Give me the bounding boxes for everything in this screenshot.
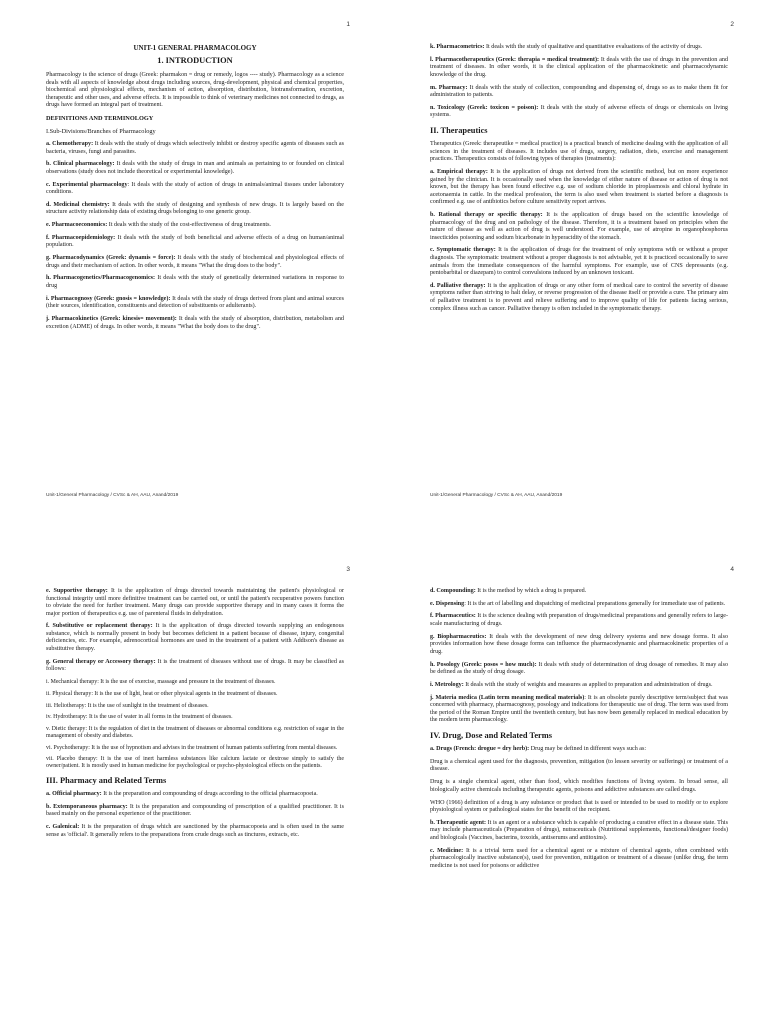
section-title: 1. INTRODUCTION — [157, 55, 233, 65]
intro-paragraph: Pharmacology is the science of drugs (Greek: pharmakon = drug or remedy, logos ---- study). Pharmacology as a science deals with all aspects of knowledge about drugs including sources, drug-development, physical and chemical properties, biochemical and physiological effects, mechanism of action, absorption, distribution, biotransformation, excretion, therapeutic and other uses, and adverse effects. It is impossible to think of veterinary medicines not connected to drugs, as drugs have formed an integral part of treatment. — [46, 72, 344, 109]
definition: It deals with the study of drugs which selectively inhibit or destroy specific agents of diseases such as bacteria, viruses, fungi and parasites. — [46, 140, 344, 155]
general-therapy-list — [46, 679, 344, 770]
definition-item — [430, 695, 728, 725]
definition-item — [46, 791, 344, 799]
term: b. Rational therapy or specific therapy: — [430, 212, 543, 219]
definition: It deals with study of determination of drug dosage of remedies. It may also be defined as the study of drug dosage. — [430, 661, 728, 676]
unit-title: UNIT-1 GENERAL PHARMACOLOGY — [133, 44, 257, 52]
pharmacy-heading: III. Pharmacy and Related Terms — [46, 775, 167, 785]
page-footer: Unit-1/General Pharmacology / CVSc & AH, AAU, Anand/2019 — [430, 493, 563, 498]
drug-terms-list — [430, 820, 728, 870]
definition-item — [430, 634, 728, 657]
term: b. Extemporaneous pharmacy: — [46, 803, 128, 810]
definition-item — [46, 588, 344, 618]
definition: : It is the art of labelling and dispatching of medicinal preparations generally for immediate use of patients. — [464, 600, 726, 607]
term: b. Clinical pharmacology: — [46, 161, 115, 168]
paragraph: v. Dietic therapy: It is the regulation of diet in the treatment of diseases or abnormal conditions e.g. restriction of sugar in the management of obesity and diabetes. — [46, 726, 344, 739]
drug-definition — [430, 746, 728, 754]
therapy-list — [430, 169, 728, 313]
term: g. Pharmacodynamics (Greek: dynamis = force): — [46, 255, 176, 262]
term: c. Medicine: — [430, 847, 464, 854]
term: a. Drugs (French: drogue = dry herb): — [430, 746, 530, 753]
page-content — [46, 44, 344, 336]
definition-item — [46, 804, 344, 819]
page-number: 3 — [346, 566, 350, 573]
definition: It deals with the study of qualitative and quantitative evaluations of the activity of drugs. — [484, 44, 703, 50]
definition: It deals with the use of drugs in the prevention and treatment of diseases. In other words, it is the clinical application of the pharmacokinetic and pharmacodynamic knowledge of the drug. — [430, 56, 729, 78]
definition-item — [430, 57, 728, 80]
definition-item — [430, 613, 728, 628]
subdivisions-heading: I.Sub-Divisions/Branches of Pharmacology — [46, 128, 156, 135]
definition-item — [46, 141, 344, 156]
definition-item — [46, 623, 344, 653]
term: a. Chemotherapy: — [46, 140, 94, 147]
definition-item — [46, 316, 344, 331]
term: h. Posology (Greek: posos = how much): — [430, 661, 537, 668]
definition-item — [46, 659, 344, 674]
definition: It deals with the study of both beneficial and adverse effects of a drug on human/animal population. — [46, 234, 344, 249]
page-3 — [0, 512, 384, 1024]
definition-item — [430, 588, 728, 596]
paragraph: Drug is a single chemical agent, other than food, which modifies functions of living system. In broad sense, all biologically active chemicals including therapeutic agents, poisons and addictive substances are called drugs. — [430, 779, 728, 793]
definitions-heading: DEFINITIONS AND TERMINOLOGY — [46, 115, 154, 123]
paragraph: vi. Psychotherapy: It is the use of hypnotism and advises in the treatment of human patients suffering from mental diseases. — [46, 744, 338, 751]
definition: It is the preparation and compounding of drugs according to the official pharmacopoeia. — [101, 791, 318, 798]
term: j. Pharmacokinetics (Greek: kinesis= movement): — [46, 315, 177, 322]
page-4 — [384, 512, 768, 1024]
term: m. Pharmacy: — [430, 84, 468, 91]
page-number: 1 — [346, 21, 350, 28]
term: f. Pharmacoepidemiology: — [46, 234, 116, 241]
definition: It deals with the study of collection, compounding and dispensing of, drugs so as to make them fit for administration to patients. — [430, 84, 728, 99]
term: d. Medicinal chemistry: — [46, 201, 110, 208]
definition: It deals with the study of the cost-effectiveness of drug treatments. — [107, 222, 271, 229]
term: d. Compounding: — [430, 588, 476, 594]
term: h. Pharmacogenetics/Pharmacogenomics: — [46, 275, 156, 282]
term: c. Symptomatic therapy: — [430, 247, 496, 254]
definition-list — [430, 44, 728, 120]
definition: It deals with the development of new drug delivery systems and new dosage forms. It also provides information how these dosage forms can influence the pharmacodynamic and pharmacokinetic properties of a drug. — [430, 633, 728, 655]
term: c. Experimental pharmacology — [46, 181, 128, 188]
definition-item — [430, 169, 728, 207]
definition: It deals with the study of drugs in man and animals as pertaining to or founded on clinical observations (study does not include theoretical or experimental knowledge). — [46, 161, 345, 175]
definition: It is an agent or a substance which is capable of producing a curative effect in a disease state. This may include pharmaceuticals (Preparation of drugs), nutraceuticals (Nutritional supplements, functional/designer foods) and biologicals (Vaccines, bacterins, toxoids, antiserums and antitoxins). — [430, 819, 729, 841]
drug-paragraphs — [430, 759, 728, 815]
paragraph: i. Mechanical therapy: It is the use of exercise, massage and pressure in the treatment of diseases. — [46, 679, 276, 686]
term: j. Materia medica (Latin term meaning medical materials) — [430, 694, 585, 701]
definition-item — [430, 212, 728, 242]
page-content — [430, 588, 728, 875]
definition-item — [430, 682, 728, 690]
page-content — [46, 588, 344, 844]
definition: It is the application of drugs not derived from the scientific method, but on more experience gained by the clinician. It is occasionally used when the knowledge of either nature of disease or action of drug is not known, but the therapy has been found effective e.g. use of sodium chloride in piroplasmosis and chloral hydrate in acetonaemia in cattle. In the medical profession, the term is also used when treatment is started before a diagnosis is confirmed e.g. use of antibiotics before culture sensitivity report arrives. — [430, 169, 728, 206]
definition: It is the application of drugs for the treatment of only symptoms with or without a proper diagnosis. The symptomatic treatment without a proper diagnosis is not advisable, yet it is practiced occasionally to save animals from the immediate consequences of the harmful symptoms. For example, use of CNS depressants (e.g. pentobarbital or diazepam) to control convulsions induced by an unknown toxicant. — [430, 247, 728, 277]
page-number: 2 — [730, 21, 734, 28]
definition-item — [430, 601, 728, 609]
definition: It deals with the study of weights and measures as applied to preparation and administration of drugs. — [463, 681, 713, 688]
definition-item — [46, 161, 344, 176]
page-footer: Unit-1/General Pharmacology / CVSc & AH, AAU, Anand/2019 — [46, 493, 179, 498]
term: d. Palliative therapy: — [430, 282, 486, 289]
definition: : It is an obsolete purely descriptive term/subject that was concerned with pharmacy, pharmacognosy, posology and indications for therapeutic use of drug. The term was used from the period of the Roman Empire until the twentieth century, but has now been generally replaced in medical education by the modern term pharmacology. — [430, 694, 729, 724]
term: n. Toxicology (Greek: toxicon = poison): — [430, 104, 539, 111]
page-content — [430, 44, 728, 318]
definition: It is the application of drugs or any other form of medical care to control the severity of disease symptoms rather than striving to halt delay, or reverse progression of the disease itself or provide a cure. The primary aim of palliative treatment is to prevent and relieve suffering and to improve quality of life for patients facing serious, complex illness such as cancer. Palliative therapy is often included in the symptomatic therapy. — [430, 282, 728, 312]
definition: It is the science dealing with preparation of drugs/medicinal preparations and generally refers to large-scale manufacturing of drugs. — [430, 613, 728, 628]
definition: It deals with the study of absorption, distribution, metabolism and excretion (ADME) of drugs. In other words, it means "What the body does to the drug". — [46, 315, 344, 330]
definition-item — [430, 662, 728, 677]
definition-item — [46, 296, 344, 311]
therapeutics-heading: II. Therapeutics — [430, 125, 488, 135]
therapy-list — [46, 588, 344, 674]
paragraph: Drug is a chemical agent used for the diagnosis, prevention, mitigation (to lessen severity or sufferings) or treatment of a disease. — [430, 758, 728, 773]
definition: It is the application of drugs directed towards maintaining the patient's physiological or functional integrity until more definitive treatment can be carried out, or until the patient's recuperative powers function to obviate the need for further treatment. Many drugs can provide supportive therapy and in many cases it forms the major portion of therapeutics e.g. use of parenteral fluids in dehydration. — [46, 588, 344, 617]
definition-item — [46, 255, 344, 270]
definition: Drug may be defined in different ways such as: — [529, 746, 647, 753]
definition-item — [430, 820, 728, 843]
definition: It is the method by which a drug is prepared. — [475, 588, 587, 594]
definition-item — [46, 222, 344, 230]
definition-item — [46, 824, 344, 839]
definition: It is a trivial term used for a chemical agent or a mixture of chemical agents, often combined with pharmacologically inactive substance(s), used for prevention, mitigation or treatment of a disease (unlike drug, the term medicine is not used for poisons or addictive — [430, 847, 728, 869]
term: k. Pharmacometrics: — [430, 44, 485, 50]
paragraph: WHO (1966) definition of a drug is any substance or product that is used or intended to be used to modify or to explore physiological system or pathological states for the benefit of the recipient. — [430, 799, 728, 814]
definition-item — [430, 44, 728, 52]
term: c. Galenical: — [46, 824, 80, 831]
definition-item — [430, 848, 728, 871]
drug-dose-heading: IV. Drug, Dose and Related Terms — [430, 730, 552, 740]
paragraph: iii. Heliotherapy: It is the use of sunlight in the treatment of diseases. — [46, 702, 209, 709]
definition-item — [430, 85, 728, 100]
term: g. General therapy or Accessory therapy: — [46, 658, 156, 665]
term: f. Pharmaceutics: — [430, 613, 476, 620]
definition-item — [46, 182, 344, 197]
term: e. Supportive therapy: — [46, 588, 108, 594]
definition-item — [430, 247, 728, 277]
definition: : It deals with the study of action of drugs in animals/animal tissues under laboratory conditions. — [46, 181, 345, 196]
definition-item — [430, 283, 728, 313]
definition: It deals with the study of adverse effects of drugs or chemicals on living systems. — [430, 104, 728, 119]
pharmacy-list — [430, 588, 728, 725]
paragraph: vii. Placebo therapy: It is the use of inert harmless substances like calcium lactate or dextrose simply to satisfy the owner/patient. It is mostly used in human medicine for psychological or psycho-physiological effects on the patients. — [46, 756, 344, 770]
definition: It is the treatment of diseases without use of drugs. It may be classified as follows: — [46, 658, 345, 673]
term: a. Empirical therapy: — [430, 169, 488, 176]
definition-item — [46, 235, 344, 250]
page-1 — [0, 0, 384, 512]
term: e. Pharmacoeconomics: — [46, 222, 108, 229]
paragraph: iv. Hydrotherapy: It is the use of water in all forms in the treatment of diseases. — [46, 714, 233, 721]
definition: It is the preparation and compounding of prescription of a qualified practitioner. It is based mainly on the personal experience of the practitioner. — [46, 803, 344, 818]
definition-item — [46, 275, 344, 290]
definition: It deals with the study of drugs derived from plant and animal sources (their sources, identification, constituents and detection of substituents or adulterants). — [46, 295, 344, 310]
definition: It is the application of drugs directed towards supplying an endogenous substance, which is normally present in body but becomes deficient in a patient because of disease, injury, congenital deficiencies, etc. For example, adrenocortical hormones are used in the treatment of a patient with Addison's disease as substitutive therapy. — [46, 623, 344, 653]
page-2 — [384, 0, 768, 512]
definition-item — [430, 105, 728, 120]
term: b. Therapeutic agent: — [430, 819, 487, 826]
term: a. Official pharmacy: — [46, 791, 102, 798]
term: f. Substitutive or replacement therapy: — [46, 623, 153, 630]
therapeutics-intro: Therapeutics (Greek: therapeutike = medical practice) is a practical branch of medicine dealing with the application of all sciences in the treatment of diseases. It includes use of drugs, surgery, radiation, diets, exercise and management practices. Therapeutics consists of following types of therapies (treatments): — [430, 141, 728, 163]
term: e. Dispensing — [430, 600, 465, 607]
definition: It is the application of drugs based on the scientific knowledge of pharmacology of the drug and on pathology of the disease. Therefore, it is a treatment based on principles when the nature of disease as well as action of drug is well understood. For example, use of atropine in organophosphorus insecticides poisoning and sodium bicarbonate in hyperacidity of the stomach. — [430, 212, 728, 241]
term: i. Pharmacognosy (Greek: gnosis = knowledge): — [46, 295, 171, 302]
definition: It is the preparation of drugs which are sanctioned by the pharmacopoeia and is often used in the same sense as 'official'. It generally refers to the preparations from crude drugs such as tinctures, extracts, etc. — [46, 824, 345, 838]
definition: It deals with the study of designing and synthesis of new drugs. It is largely based on the structure activity relationship data of existing drugs belonging to one generic group. — [46, 201, 344, 216]
term: l. Pharmacotherapeutics (Greek: therapia = medical treatment): — [430, 56, 600, 63]
definition-item — [46, 202, 344, 217]
page-number: 4 — [730, 566, 734, 573]
definition: It deals with the study of biochemical and physiological effects of drugs and their mechanism of action. In other words, it means "What the drug does to the body". — [46, 255, 344, 269]
term: g. Biopharmaceutics: — [430, 633, 487, 640]
definition-list — [46, 141, 344, 331]
term: i. Metrology: — [430, 681, 464, 688]
definition: It deals with the study of genetically determined variations in response to drug — [46, 275, 345, 289]
paragraph: ii. Physical therapy: It is the use of light, heat or other physical agents in the treatment of diseases. — [46, 690, 278, 697]
pharmacy-list — [46, 791, 344, 839]
